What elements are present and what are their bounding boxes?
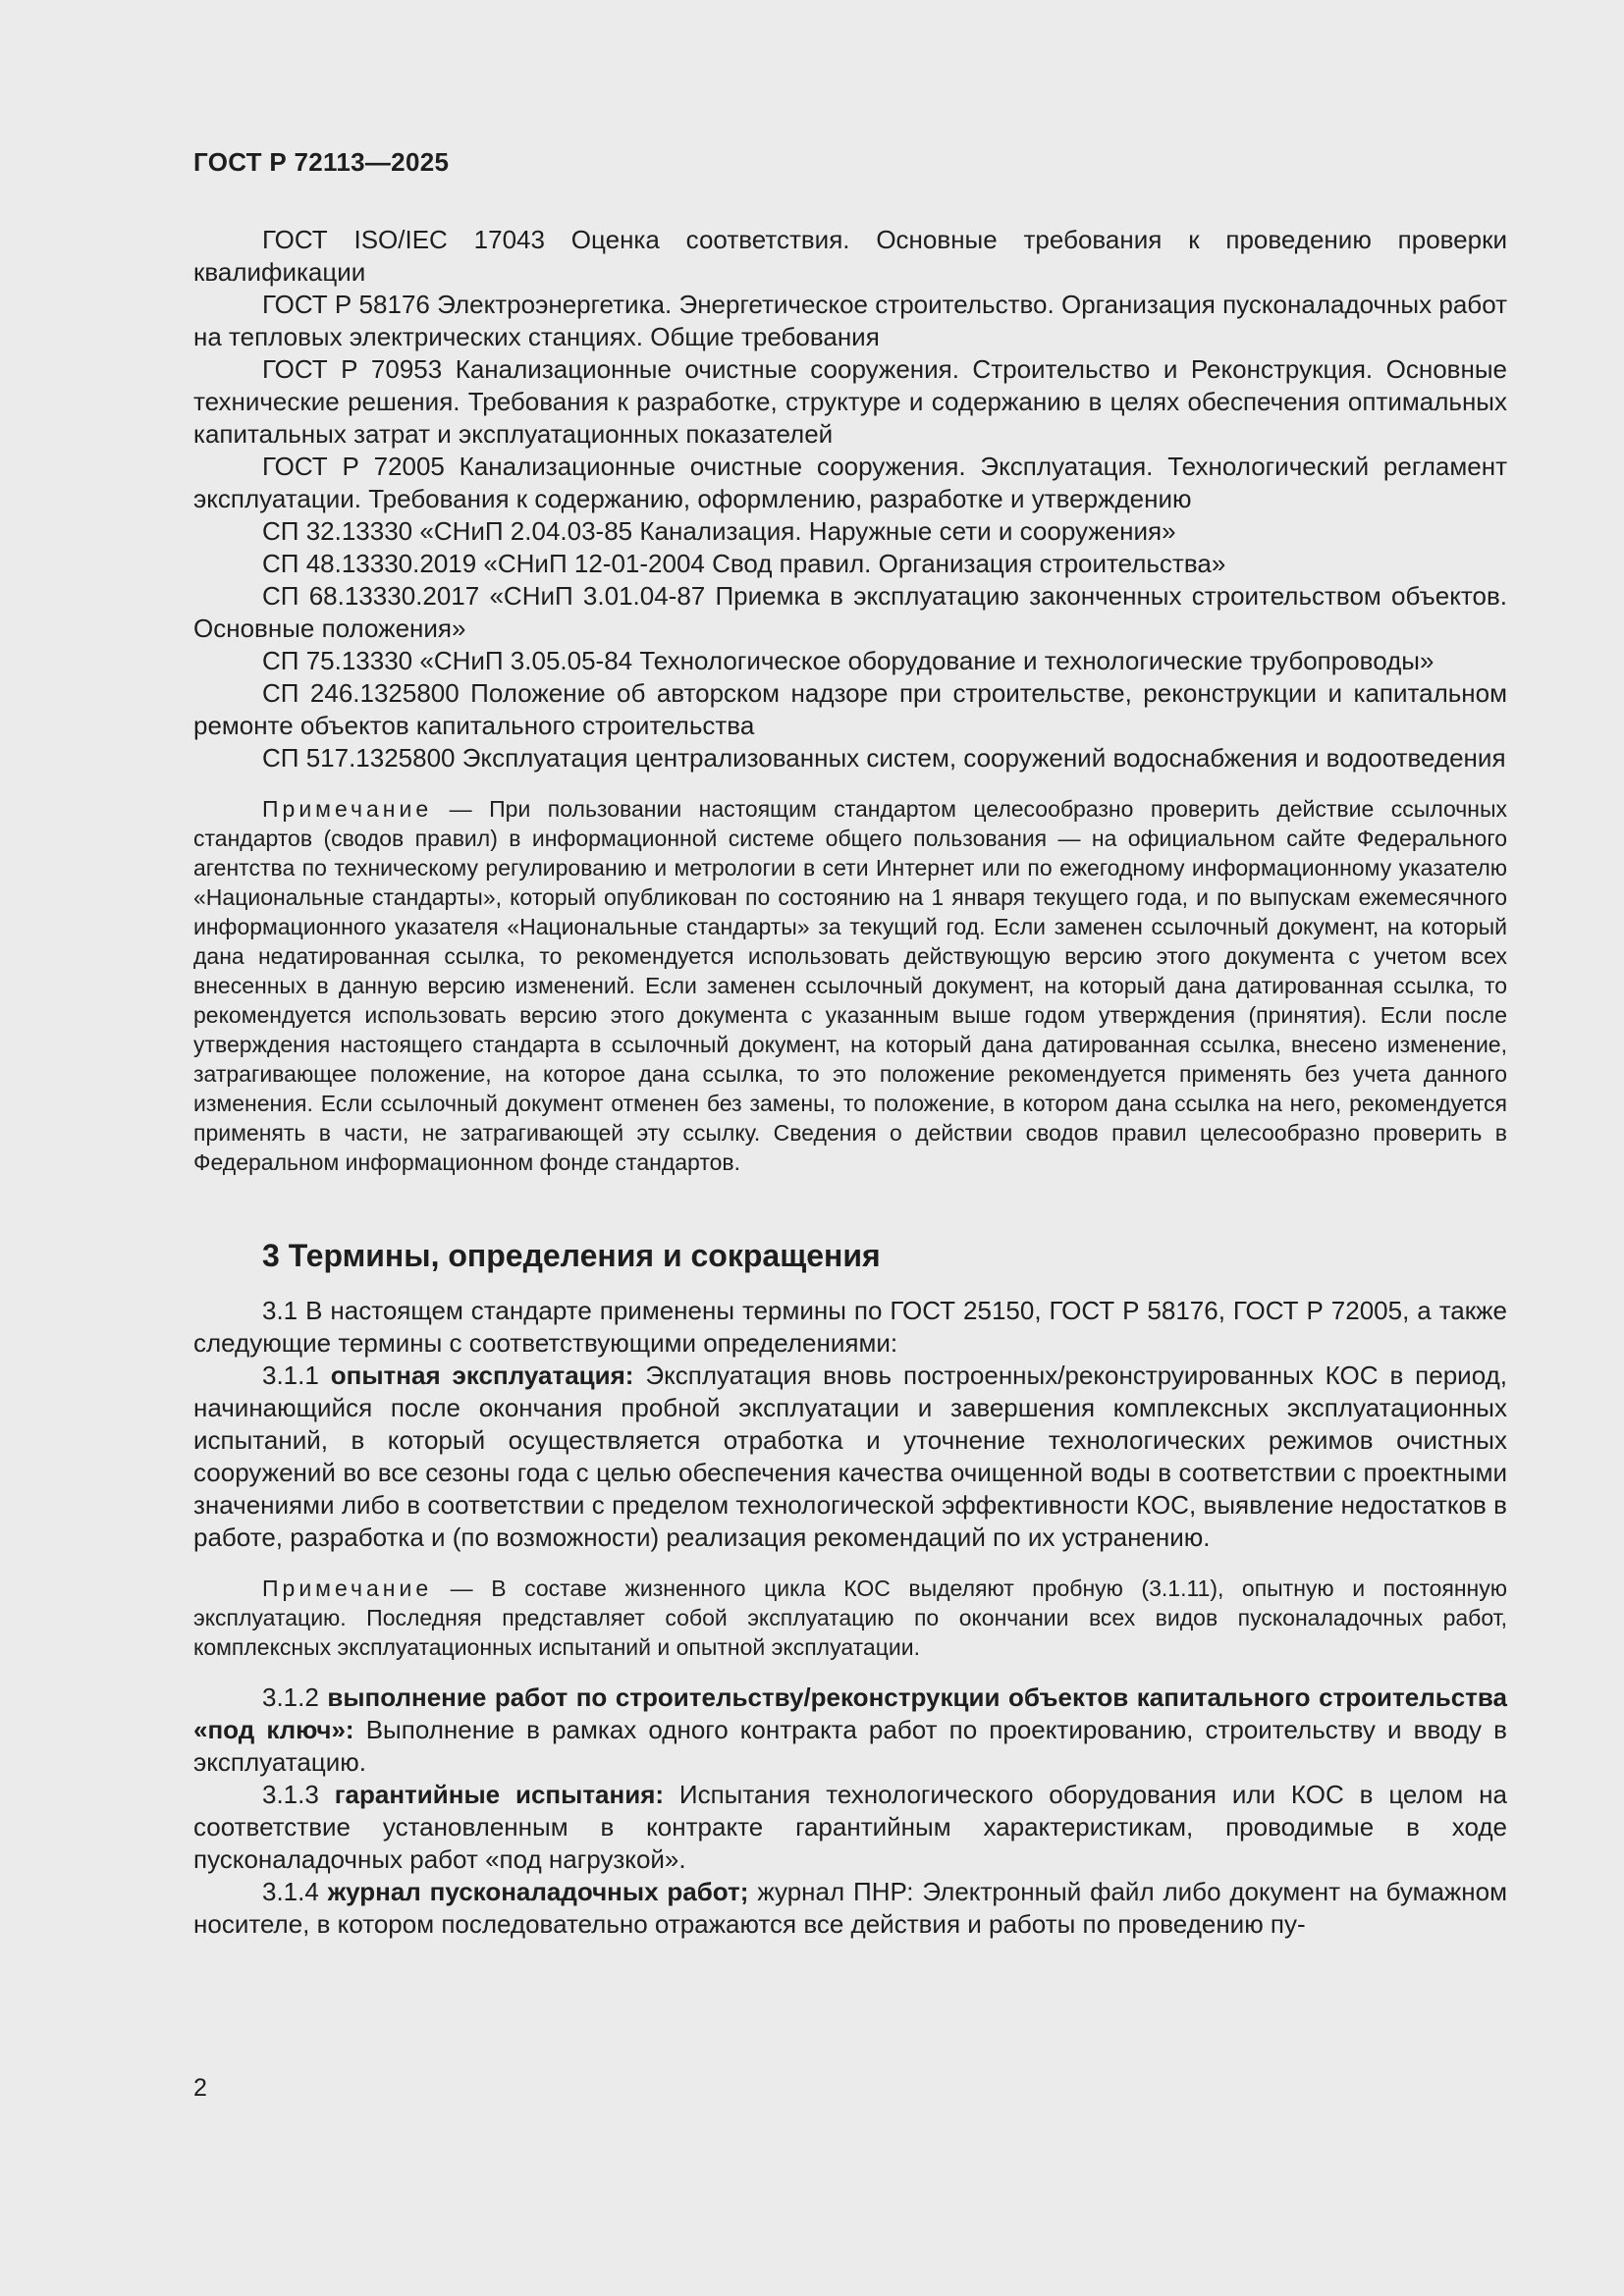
reference-item: ГОСТ Р 58176 Электроэнергетика. Энергетическое строительство. Организация пусконаладочных работ на тепловых электрических станциях. Общие требования: [193, 290, 1507, 351]
reference-item: ГОСТ Р 72005 Канализационные очистные сооружения. Эксплуатация. Технологический регламент эксплуатации. Требования к содержанию, оформлению, разработке и утверждению: [193, 452, 1507, 513]
reference-item: ГОСТ Р 70953 Канализационные очистные сооружения. Строительство и Реконструкция. Основные технические решения. Требования к разработке, структуре и содержанию в целях обеспечения оптимальных капитальных затрат и эксплуатационных показателей: [193, 354, 1507, 449]
page-number: 2: [193, 2074, 207, 2102]
term-text: журнал ПНР: Электронный файл либо документ на бумажном носителе, в котором последовательно отражаются все действия и работы по проведению пу-: [193, 1877, 1507, 1939]
section-title: 3 Термины, определения и сокращения: [262, 1238, 881, 1273]
document-header: ГОСТ Р 72113—2025: [193, 147, 450, 177]
term-number: 3.1.3: [262, 1780, 319, 1809]
term-text: Испытания технологического оборудования или КОС в целом на соответствие установленным в контракте гарантийным характеристикам, проводимые в ходе пусконаладочных работ «под нагрузкой».: [193, 1780, 1507, 1874]
term-number: 3.1.4: [262, 1877, 319, 1906]
term-definition: [193, 1876, 1507, 1941]
term-note: [193, 1574, 1507, 1662]
term-definition: [193, 1682, 1507, 1779]
note-text: — При пользовании настоящим стандартом целесообразно проверить действие ссылочных стандартов (сводов правил) в информационной системе общего пользования — на официальном сайте Федерального агентства по техническому регулированию и метрологии в сети Интернет или по ежегодному информационному указателю «Национальные стандарты», который опубликован по состоянию на 1 января текущего года, и по выпускам ежемесячного информационного указателя «Национальные стандарты» за текущий год. Если заменен ссылочный документ, на который дана недатированная ссылка, то рекомендуется использовать действующую версию этого документа с учетом всех внесенных в данную версию изменений. Если заменен ссылочный документ, на который дана датированная ссылка, то рекомендуется использовать версию этого документа с указанным выше годом утверждения (принятия). Если после утверждения настоящего стандарта в ссылочный документ, на который дана датированная ссылка, внесено изменение, затрагивающее положение, на которое дана ссылка, то это положение рекомендуется применять без учета данного изменения. Если ссылочный документ отменен без замены, то положение, в котором дана ссылка на него, рекомендуется применять в части, не затрагивающей эту ссылку. Сведения о действии сводов правил целесообразно проверить в Федеральном информационном фонде стандартов.: [193, 796, 1507, 1175]
reference-item: СП 517.1325800 Эксплуатация централизованных систем, сооружений водоснабжения и водоотведения: [262, 743, 1506, 773]
term-definition: [193, 1360, 1507, 1554]
term-text: Эксплуатация вновь построенных/реконструированных КОС в период, начинающийся после окончания пробной эксплуатации и завершения комплексных эксплуатационных испытаний, в который осуществляется отработка и уточнение технологических режимов очистных сооружений во все сезоны года с целью обеспечения качества очищенной воды в соответствии с проектными значениями либо в соответствии с пределом технологической эффективности КОС, выявление недостатков в работе, разработка и (по возможности) реализация рекомендаций по их устранению.: [193, 1361, 1507, 1552]
note-label: Примечание: [262, 1575, 433, 1601]
reference-item: СП 246.1325800 Положение об авторском надзоре при строительстве, реконструкции и капитальном ремонте объектов капитального строительства: [193, 678, 1507, 740]
term-name: гарантийные испытания:: [334, 1780, 665, 1809]
term-number: 3.1.1: [262, 1361, 319, 1390]
term-number: 3.1.2: [262, 1682, 319, 1712]
term-definition: [193, 1779, 1507, 1876]
reference-item: СП 75.13330 «СНиП 3.05.05-84 Технологическое оборудование и технологические трубопроводы»: [262, 646, 1435, 675]
note-text: — В составе жизненного цикла КОС выделяют пробную (3.1.11), опытную и постоянную эксплуатацию. Последняя представляет собой эксплуатацию по окончании всех видов пусконаладочных работ, комплексных эксплуатационных испытаний и опытной эксплуатации.: [193, 1575, 1507, 1660]
term-text: Выполнение в рамках одного контракта работ по проектированию, строительству и вводу в эксплуатацию.: [193, 1715, 1507, 1777]
section-intro: 3.1 В настоящем стандарте применены термины по ГОСТ 25150, ГОСТ Р 58176, ГОСТ Р 72005, а также следующие термины с соответствующими определениями:: [193, 1296, 1507, 1358]
reference-item: СП 48.13330.2019 «СНиП 12-01-2004 Свод правил. Организация строительства»: [262, 549, 1226, 578]
term-name: выполнение работ по строительству/реконструкции объектов капитального строительства «под ключ»:: [193, 1682, 1507, 1744]
page-content: [193, 224, 1507, 1941]
note-label: Примечание: [262, 796, 433, 822]
reference-item: ГОСТ ISO/IEC 17043 Оценка соответствия. Основные требования к проведению проверки квалификации: [193, 225, 1507, 287]
term-name: журнал пусконаладочных работ;: [327, 1877, 749, 1906]
reference-note: [193, 794, 1507, 1177]
reference-item: СП 32.13330 «СНиП 2.04.03-85 Канализация. Наружные сети и сооружения»: [262, 516, 1176, 546]
reference-item: СП 68.13330.2017 «СНиП 3.01.04-87 Приемка в эксплуатацию законченных строительством объектов. Основные положения»: [193, 581, 1507, 643]
term-name: опытная эксплуатация:: [330, 1361, 634, 1390]
